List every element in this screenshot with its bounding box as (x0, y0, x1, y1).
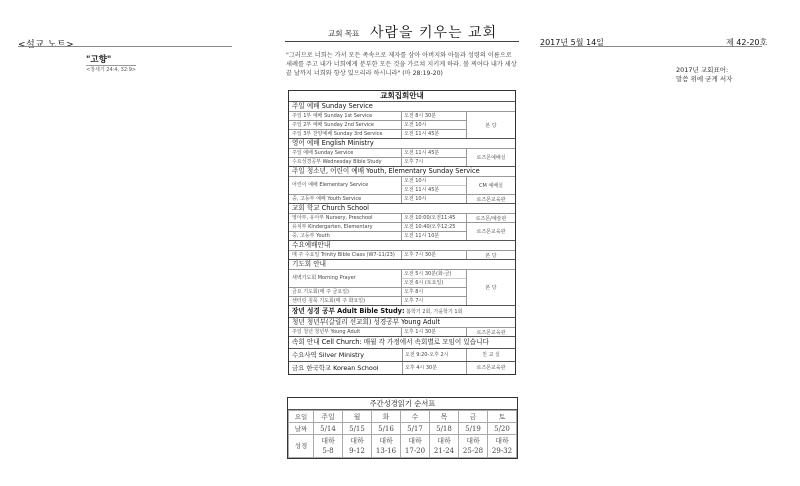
prayer-name: 센터링 침묵 기도회(매 주 화요일) (289, 297, 402, 305)
sermon-title (86, 53, 136, 74)
reading-cell (343, 435, 372, 458)
day-cell: 토 (488, 411, 517, 423)
service-time-first: 오전 10시 (404, 178, 427, 184)
prayer-meeting-section (289, 269, 515, 305)
wednesday-service-heading: 수요예배안내 (289, 240, 515, 250)
date-cell: 5/14 (314, 423, 343, 435)
book-row-label: 성경 (289, 435, 314, 458)
sermon-title-text: "고향" (86, 55, 112, 65)
service-time: 오전 10시 (404, 122, 427, 128)
bulletin-date: 2017년 5월 14일 (540, 38, 604, 47)
young-adult-section (289, 327, 515, 336)
sermon-scripture-ref: <창세기 24:4, 32:9> (86, 67, 137, 73)
prayer-place: 본 당 (466, 269, 515, 305)
service-time: 오후 1시 30분 (404, 329, 437, 335)
prayer-name: 금요 기도회(매 주 금요일) (289, 288, 402, 296)
service-name: 주일 2부 예배 Sunday 2nd Service (289, 121, 402, 129)
korean-school-place: 로즈몬교육관 (466, 362, 515, 374)
reading-chapters: 13-16 (375, 447, 397, 455)
prayer-time-weekday: 오전 5시 30분(화-금) (404, 271, 452, 277)
silver-ministry-row (289, 348, 515, 361)
right-divider (540, 46, 762, 47)
wednesday-service-section (289, 250, 515, 259)
reading-book: 대하 (321, 437, 335, 445)
church-goal-label: 교회 목표 (328, 29, 360, 38)
reading-chapters: 21-24 (433, 447, 455, 455)
adult-bible-study-label: 장년 성경 공부 Adult Bible Study: (292, 307, 405, 315)
prayer-time: 오후 8시 (404, 289, 424, 295)
church-motto: 사람을 키우는 교회 (370, 25, 498, 41)
silver-ministry-label: 수요사역 Silver Ministry (292, 351, 365, 359)
reading-cell (372, 435, 401, 458)
date-row-label: 날짜 (289, 423, 314, 435)
reading-book: 대하 (495, 437, 509, 445)
young-adult-heading: 청년 청년부(갈릴리 선교회) 성경공부 Young Adult (289, 317, 515, 327)
class-name: 유치부 Kindergarten, Elementary (289, 223, 402, 231)
table-row (289, 327, 466, 336)
english-ministry-section (289, 148, 515, 166)
service-place: CM 예배실 (466, 176, 515, 194)
reading-chapters: 5-8 (322, 447, 334, 455)
service-place: 로즈몬교육관 (466, 194, 515, 203)
prayer-time: 오후 7시 (404, 298, 424, 304)
scripture-verse: "그러므로 너희는 가서 모든 족속으로 제자를 삼아 아버지와 아들과 성령의 이름으로 세례를 주고 내가 너희에게 분부한 모든 것을 가르쳐 지키게 하라. 볼 찌어다 내가 세상 끝 날까지 너희와 항상 있으리라 하시니라" (마 28:19-20) (286, 52, 517, 77)
day-row-label: 요일 (289, 411, 314, 423)
date-cell: 5/15 (343, 423, 372, 435)
sunday-service-heading: 주일 예배 Sunday Service (289, 101, 515, 111)
reading-book: 대하 (350, 437, 364, 445)
reading-schedule-table (288, 410, 517, 458)
table-row (289, 250, 466, 259)
class-name: 영아부, 유아부 Nursery, Preschool (289, 214, 402, 222)
date-cell: 5/17 (401, 423, 430, 435)
service-place: 로즈몬예배실 (466, 148, 515, 166)
issue-number: 제 42-20호 (726, 38, 768, 47)
class-time: 오전 10:40/오후12:25 (404, 224, 456, 230)
korean-school-time: 오후 4시 30분 (402, 362, 466, 374)
reading-chapters: 29-32 (491, 447, 513, 455)
sunday-service-section (289, 111, 515, 138)
reading-cell (488, 435, 517, 458)
reading-chapters: 9-12 (349, 447, 365, 455)
sermon-notes-label: <설교 노트> (18, 40, 75, 50)
church-school-heading: 교회 학교 Church School (289, 203, 515, 213)
service-time: 오전 11시 45분 (404, 131, 440, 137)
reading-book: 대하 (408, 437, 422, 445)
table-row (289, 296, 466, 305)
class-place: 로즈몬교육관 (466, 222, 515, 240)
service-name: 중, 고등부 예배 Youth Service (289, 195, 402, 203)
youth-service-section (289, 176, 515, 203)
notes-divider (18, 46, 232, 47)
reading-book: 대하 (437, 437, 451, 445)
date-cell: 5/18 (430, 423, 459, 435)
service-name: 매 주 수요일 Trinity Bible Class (W7-11/23) (289, 251, 402, 259)
service-time: 오전 10시 (404, 196, 427, 202)
table-row (289, 120, 466, 129)
reading-schedule-title: 주간성경읽기 순서표 (288, 398, 517, 410)
class-name: 중, 고등부 Youth (289, 232, 402, 240)
reading-cell (459, 435, 488, 458)
day-cell: 목 (430, 411, 459, 423)
reading-book: 대하 (466, 437, 480, 445)
youth-service-heading: 주일 청소년, 어린이 예배 Youth, Elementary Sunday Service (289, 166, 515, 176)
service-time (402, 177, 466, 194)
year-theme-label: 2017년 교회표어: (676, 66, 729, 74)
service-name: 주일 1부 예배 Sunday 1st Service (289, 112, 402, 120)
silver-ministry-place: 친 교 실 (466, 349, 515, 361)
adult-bible-study-detail: 봄학기 2회, 가을학기 1회 (404, 309, 463, 315)
service-time: 오후 7시 (404, 159, 424, 165)
prayer-time (402, 270, 466, 287)
table-row (289, 231, 466, 240)
class-time: 오전 11시 10분 (404, 233, 440, 239)
reading-chapters: 17-20 (404, 447, 426, 455)
adult-bible-study-row (289, 305, 515, 317)
table-row (289, 194, 466, 203)
service-name: 주일 3부 찬양예배 Sunday 3rd Service (289, 130, 402, 138)
reading-book: 대하 (379, 437, 393, 445)
year-theme (676, 66, 732, 84)
table-row (289, 287, 466, 296)
table-row (289, 111, 466, 120)
church-school-section (289, 213, 515, 240)
service-time: 오전 11시 45분 (404, 150, 440, 156)
day-cell: 주일 (314, 411, 343, 423)
reading-cell (401, 435, 430, 458)
reading-chapters: 25-28 (462, 447, 484, 455)
korean-school-label: 금요 한국학교 Korean School (292, 364, 379, 372)
table-row (289, 148, 466, 157)
prayer-time-saturday: 오전 6시 (토요일) (402, 278, 466, 287)
service-time: 오후 7시 30분 (404, 252, 437, 258)
service-time: 오전 8시 30분 (404, 113, 437, 119)
english-ministry-heading: 영어 예배 English Ministry (289, 138, 515, 148)
service-place: 본 당 (466, 250, 515, 259)
day-cell: 월 (343, 411, 372, 423)
table-row (289, 411, 517, 423)
year-theme-text: 말씀 위에 굳게 서자 (676, 75, 733, 83)
reading-cell (314, 435, 343, 458)
service-name: 어린이 예배 Elementary Service (289, 177, 402, 194)
day-cell: 금 (459, 411, 488, 423)
table-row (289, 176, 466, 194)
table-row (289, 129, 466, 138)
table-row (289, 269, 466, 287)
table-row (289, 157, 466, 166)
prayer-meeting-heading: 기도회 안내 (289, 259, 515, 269)
prayer-name: 새벽기도회 Morning Prayer (289, 270, 402, 287)
date-cell: 5/19 (459, 423, 488, 435)
header-divider (285, 41, 519, 42)
service-name: 주일 예배 Sunday Service (289, 149, 402, 157)
reading-cell (430, 435, 459, 458)
date-cell: 5/20 (488, 423, 517, 435)
table-row (289, 222, 466, 231)
table-row (289, 435, 517, 458)
bible-reading-schedule (287, 397, 518, 459)
cell-church-row: 속회 안내 Cell Church: 매월 각 가정에서 속회별로 모임이 있습니다 (289, 336, 515, 348)
service-place: 본 당 (466, 111, 515, 138)
silver-ministry-time: 오전 9:20-오후 2시 (402, 349, 466, 361)
korean-school-row (289, 361, 515, 374)
day-cell: 수 (401, 411, 430, 423)
table-row (289, 423, 517, 435)
service-name: 주일 청년 청년부 Young Adult (289, 328, 402, 336)
service-info-table (288, 90, 516, 375)
class-place: 로즈몬/예술관 (466, 213, 515, 222)
service-time-second: 오전 11시 45분 (402, 185, 466, 194)
date-cell: 5/16 (372, 423, 401, 435)
service-name: 수요성경공부 Wednesday Bible Study (289, 158, 402, 166)
table-row (289, 213, 466, 222)
service-info-title: 교회집회안내 (380, 91, 424, 100)
class-time: 오전 10:00/오전11:45 (404, 215, 456, 221)
service-place: 로즈몬교육관 (466, 327, 515, 336)
day-cell: 화 (372, 411, 401, 423)
